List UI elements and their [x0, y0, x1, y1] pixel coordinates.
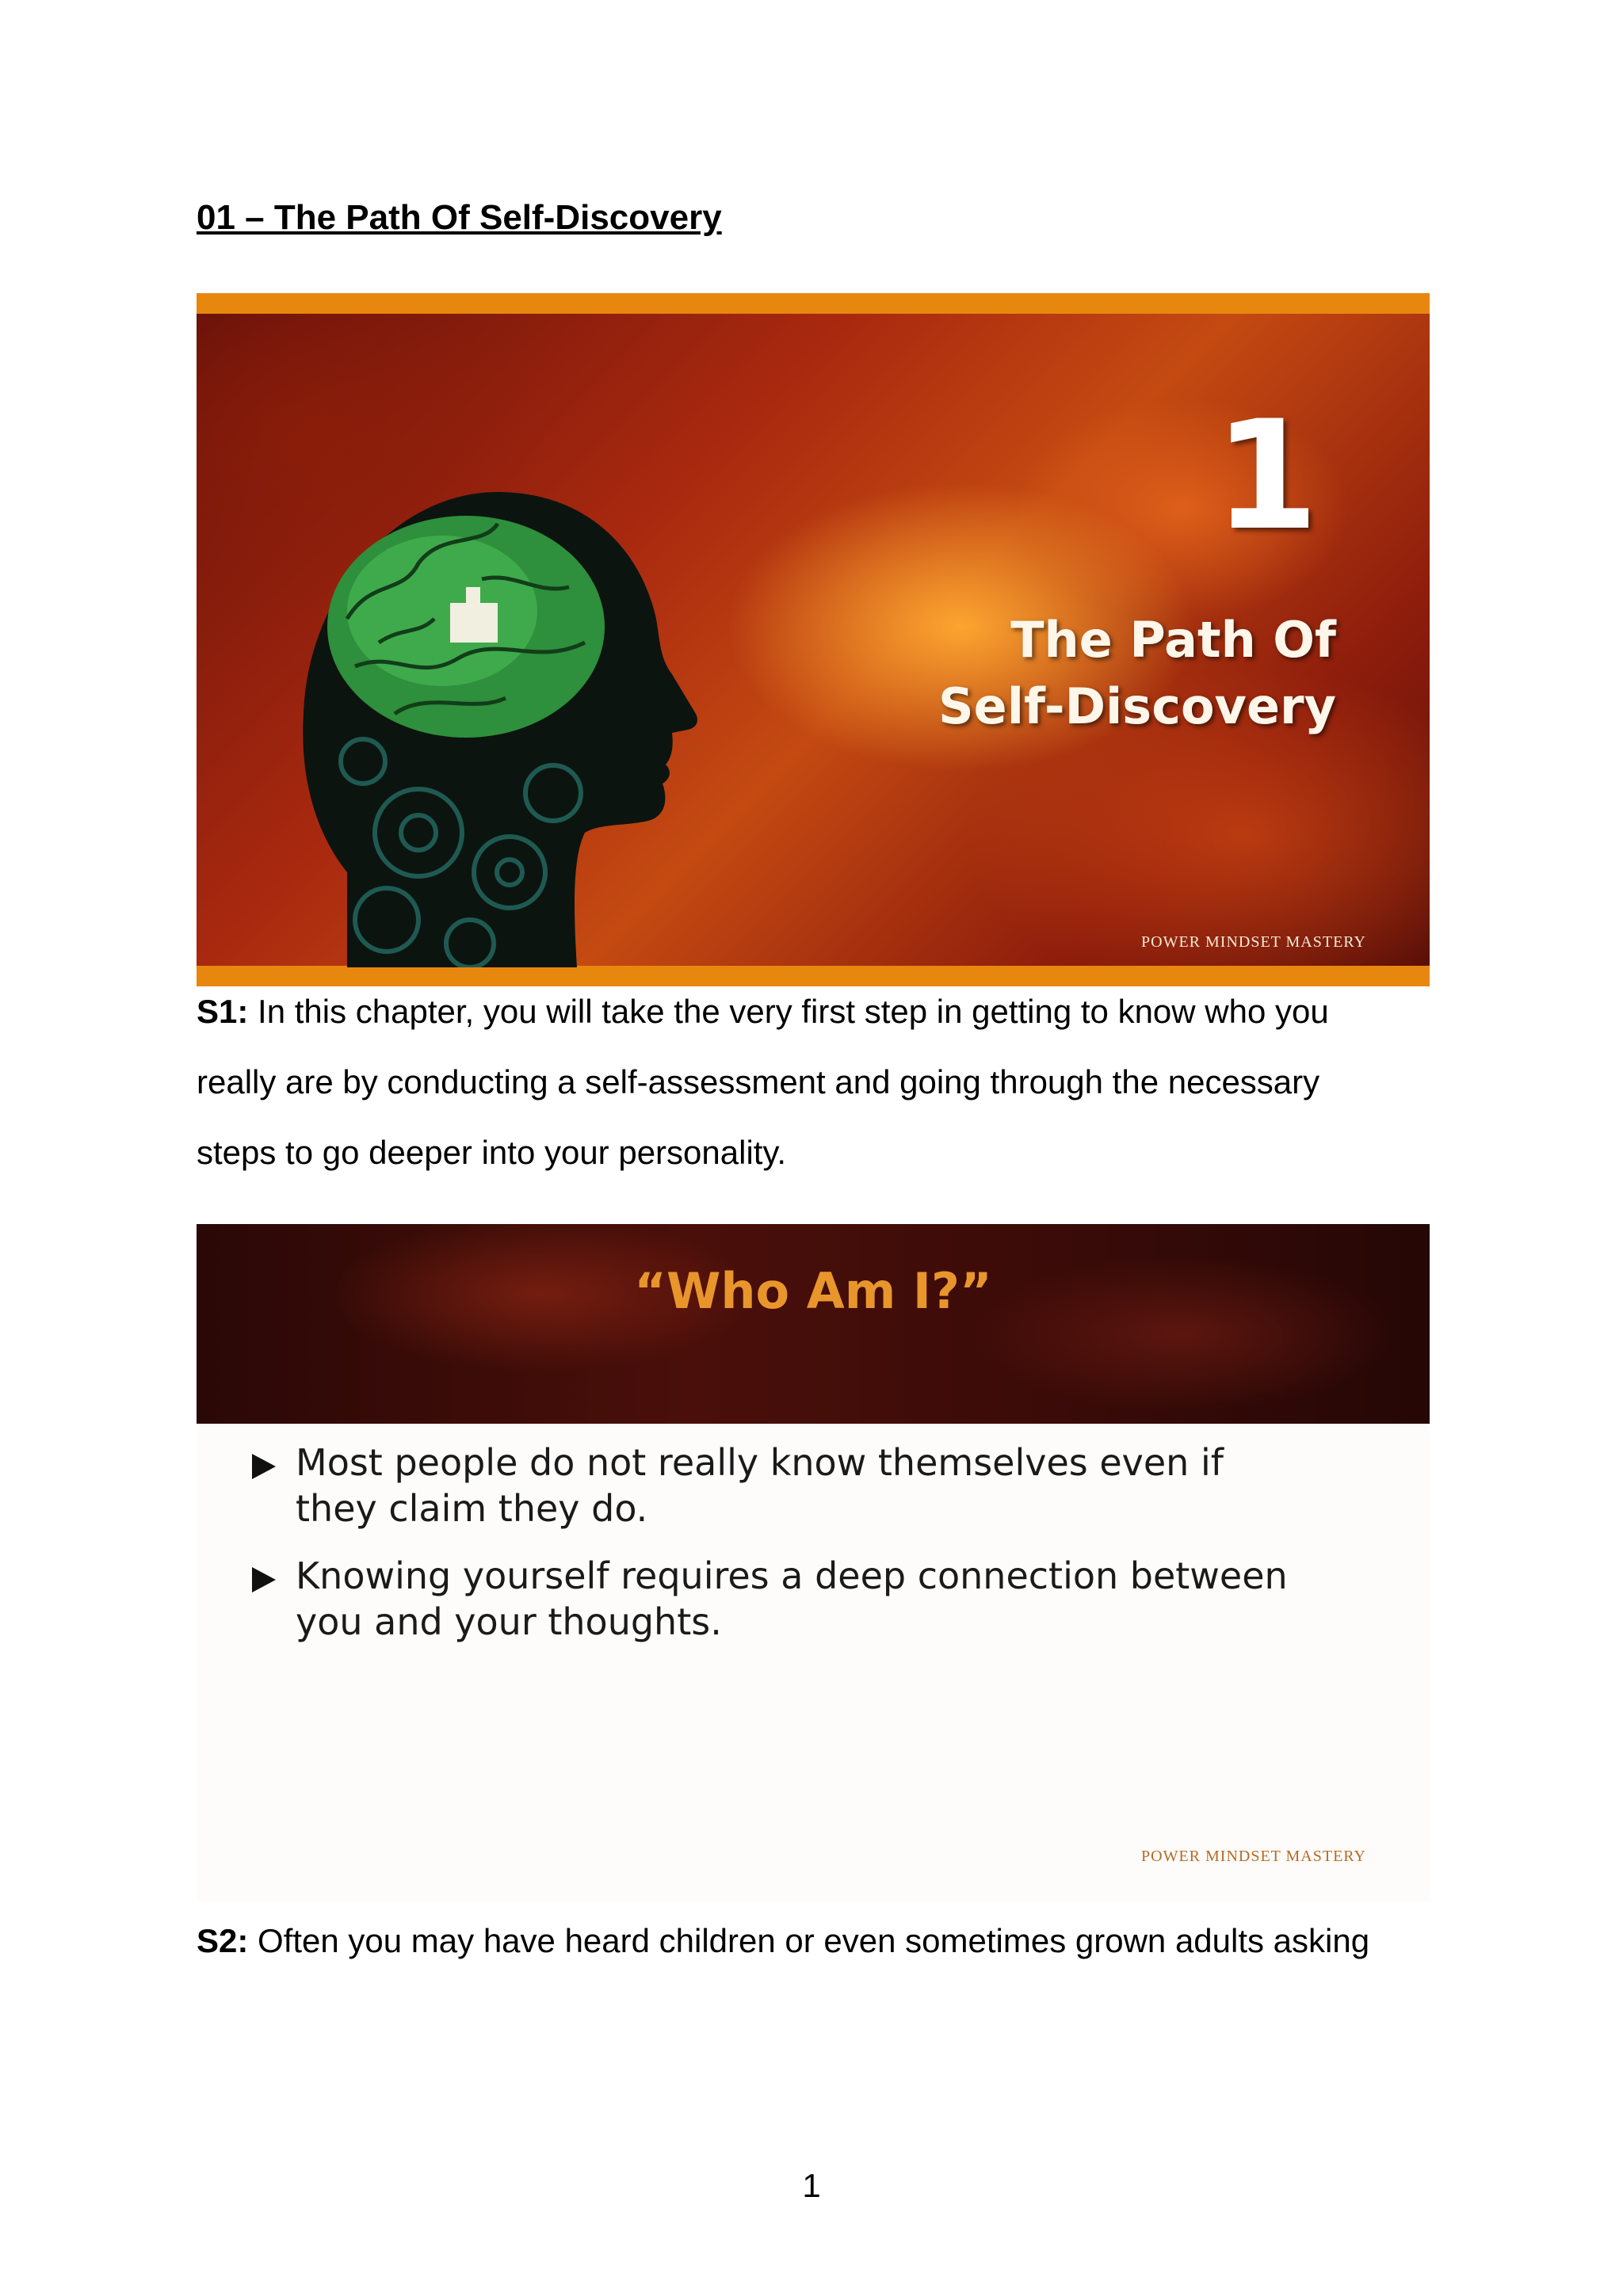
paragraph-s1 — [197, 976, 1433, 1188]
chapter-number: 1 — [1213, 388, 1319, 563]
who-am-i-slide — [197, 1224, 1430, 1901]
bullet-text: Knowing yourself requires a deep connection between — [296, 1554, 1288, 1597]
chapter-title-slide — [197, 293, 1430, 986]
section-heading: 01 – The Path Of Self-Discovery — [197, 198, 722, 237]
paragraph-line — [197, 1905, 1433, 1976]
triangle-bullet-icon — [252, 1454, 276, 1479]
paragraph-line — [197, 976, 1433, 1047]
paragraph-label: S1: — [197, 993, 249, 1030]
slide-title-line: Self-Discovery — [938, 677, 1336, 735]
paragraph-text: In this chapter, you will take the very first step in getting to know who you — [248, 993, 1329, 1030]
slide-title: “Who Am I?” — [634, 1262, 992, 1320]
bullet-text: Most people do not really know themselves even if — [296, 1441, 1224, 1484]
nebula-background — [197, 314, 1430, 966]
head-with-brain-icon — [300, 460, 712, 967]
page-number: 1 — [802, 2167, 821, 2204]
paragraph-text: Often you may have heard children or even sometimes grown adults asking — [248, 1922, 1370, 1959]
triangle-bullet-icon — [252, 1567, 276, 1592]
bullet-item — [252, 1553, 1361, 1645]
slide-banner — [197, 1224, 1430, 1424]
bullet-text: you and your thoughts. — [296, 1600, 722, 1643]
paragraph-line: really are by conducting a self-assessment and going through the necessary — [197, 1063, 1320, 1100]
slide-title-line: The Path Of — [1010, 611, 1336, 669]
paragraph-label: S2: — [197, 1922, 249, 1959]
bullet-item — [252, 1440, 1361, 1531]
paragraph-line: steps to go deeper into your personality. — [197, 1134, 787, 1171]
paragraph-s2 — [197, 1905, 1433, 1976]
brand-label: POWER MINDSET MASTERY — [1141, 1848, 1366, 1865]
brand-label: POWER MINDSET MASTERY — [1141, 933, 1366, 951]
slide-title — [781, 607, 1336, 740]
bullet-text: they claim they do. — [296, 1487, 648, 1530]
